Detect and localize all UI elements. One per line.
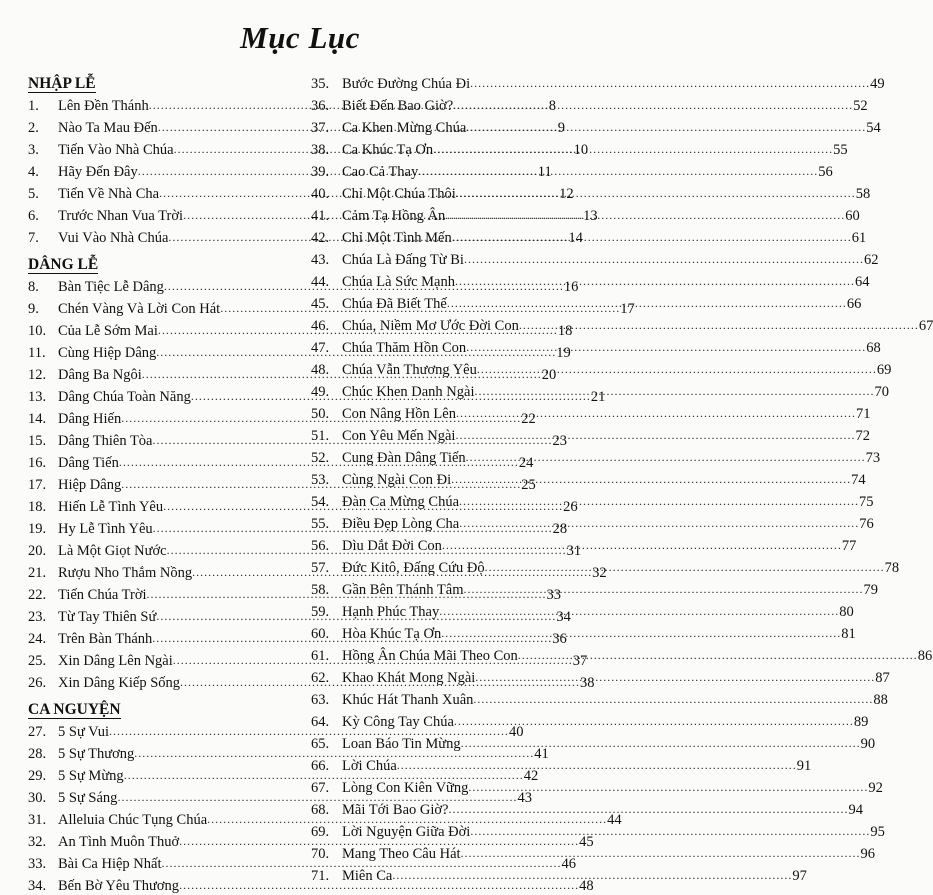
entry-title: Tiến Vào Nhà Chúa (58, 142, 174, 158)
entry-page-number: 94 (848, 802, 863, 818)
toc-entry (311, 181, 871, 203)
entry-title: Mãi Tới Bao Giờ? (342, 802, 449, 818)
entry-title: 5 Sự Thương (58, 746, 135, 762)
entry-number: 70. (311, 846, 330, 862)
entry-title: Miên Ca (342, 868, 393, 884)
dot-leader (456, 406, 856, 423)
entry-title: Hạnh Phúc Thay (342, 604, 440, 620)
entry-number: 35. (311, 76, 330, 92)
entry-page-number: 48 (579, 878, 594, 894)
dot-leader (464, 252, 864, 269)
entry-number: 71. (311, 868, 330, 884)
dot-leader (463, 582, 863, 599)
dot-leader (418, 164, 818, 181)
entry-page-number: 31 (566, 543, 582, 559)
entry-page-number: 90 (860, 736, 876, 752)
toc-entry (311, 797, 863, 819)
entry-page-number: 80 (839, 604, 854, 620)
dot-leader (475, 670, 875, 687)
entry-number: 22. (28, 587, 47, 603)
entry-number: 14. (28, 411, 47, 427)
entry-title: Chén Vàng Và Lời Con Hát (58, 301, 221, 317)
entry-number: 23. (28, 609, 47, 625)
entry-number: 25. (28, 653, 47, 669)
entry-page-number: 86 (917, 648, 933, 664)
entry-title: Loan Báo Tin Mừng (342, 736, 461, 752)
entry-number: 1. (28, 98, 39, 114)
entry-number: 36. (311, 98, 330, 114)
dot-leader (452, 230, 852, 247)
entry-number: 39. (311, 164, 330, 180)
entry-page-number: 14 (568, 230, 583, 246)
entry-title: Chúa Vẫn Thương Yêu (342, 362, 477, 378)
entry-page-number: 9 (557, 120, 566, 136)
entry-number: 6. (28, 208, 39, 224)
entry-page-number: 72 (855, 428, 870, 444)
entry-title: Bước Đường Chúa Đi (342, 76, 471, 92)
entry-page-number: 89 (853, 714, 869, 730)
entry-number: 62. (311, 670, 330, 686)
entry-title: Từ Tay Thiên Sứ (58, 609, 157, 625)
entry-page-number: 22 (521, 411, 536, 427)
dot-leader (455, 274, 855, 291)
entry-title: Chúa, Niềm Mơ Ước Đời Con (342, 318, 519, 334)
entry-number: 52. (311, 450, 330, 466)
toc-entry (311, 401, 871, 423)
toc-entry (311, 467, 866, 489)
entry-title: Hiệp Dâng (58, 477, 122, 493)
entry-title: Dâng Hiến (58, 411, 122, 427)
entry-page-number: 68 (866, 340, 881, 356)
toc-entry (311, 335, 881, 357)
toc-entry (311, 489, 874, 511)
entry-title: Bến Bờ Yêu Thương (58, 878, 180, 894)
entry-title: Tiến Về Nhà Cha (58, 186, 160, 202)
dot-leader (470, 76, 870, 93)
entry-title: Biết Đến Bao Giờ? (342, 98, 454, 114)
entry-page-number: 38 (580, 675, 595, 691)
dot-leader (468, 780, 868, 797)
entry-number: 17. (28, 477, 47, 493)
entry-number: 56. (311, 538, 330, 554)
entry-title: Dâng Thiên Tòa (58, 433, 153, 449)
entry-number: 45. (311, 296, 330, 312)
dot-leader (474, 384, 874, 401)
section-heading-label: CA NGUYỆN (28, 701, 121, 718)
entry-page-number: 32 (592, 565, 607, 581)
entry-title: Dâng Tiến (58, 455, 119, 471)
dot-leader (461, 846, 861, 863)
entry-page-number: 73 (865, 450, 881, 466)
entry-page-number: 69 (876, 362, 892, 378)
dot-leader (441, 626, 841, 643)
entry-page-number: 13 (583, 208, 598, 224)
entry-page-number: 71 (855, 406, 871, 422)
entry-number: 28. (28, 746, 47, 762)
toc-entry (311, 621, 856, 643)
entry-page-number: 41 (534, 746, 549, 762)
entry-page-number: 19 (556, 345, 571, 361)
dot-leader (433, 142, 833, 159)
entry-title: Gần Bên Thánh Tâm (342, 582, 464, 598)
entry-title: Lòng Con Kiên Vững (342, 780, 469, 796)
dot-leader (473, 692, 873, 709)
entry-title: Của Lễ Sớm Mai (58, 323, 158, 339)
entry-page-number: 79 (863, 582, 878, 598)
entry-title: Hiến Lễ Tình Yêu (58, 499, 164, 515)
entry-title: Đàn Ca Mừng Chúa (342, 494, 459, 510)
entry-title: Dâng Ba Ngôi (58, 367, 142, 383)
entry-number: 20. (28, 543, 47, 559)
entry-number: 15. (28, 433, 47, 449)
dot-leader (448, 802, 848, 819)
entry-page-number: 49 (870, 76, 885, 92)
entry-number: 41. (311, 208, 330, 224)
entry-number: 7. (28, 230, 39, 246)
entry-number: 33. (28, 856, 47, 872)
entry-page-number: 92 (868, 780, 883, 796)
entry-page-number: 11 (537, 164, 552, 180)
entry-title: Khao Khát Mong Ngài (342, 670, 476, 686)
entry-title: Cung Đàn Dâng Tiến (342, 450, 466, 466)
entry-title: Cùng Ngài Con Đi (342, 472, 452, 488)
entry-page-number: 77 (841, 538, 857, 554)
entry-number: 55. (311, 516, 330, 532)
entry-page-number: 70 (874, 384, 889, 400)
toc-entry (311, 115, 881, 137)
entry-page-number: 26 (563, 499, 578, 515)
section-heading-label: DÂNG LỄ (28, 256, 99, 273)
entry-number: 27. (28, 724, 47, 740)
entry-page-number: 76 (859, 516, 874, 532)
entry-number: 66. (311, 758, 330, 774)
dot-leader (454, 714, 854, 731)
entry-title: Chúa Là Đấng Từ Bi (342, 252, 464, 268)
section-heading (28, 692, 290, 719)
entry-title: Con Yêu Mến Ngài (342, 428, 456, 444)
entry-number: 63. (311, 692, 330, 708)
entry-number: 51. (311, 428, 330, 444)
entry-title: 5 Sự Mừng (58, 768, 124, 784)
entry-page-number: 25 (521, 477, 536, 493)
toc-entry (311, 357, 892, 379)
entry-title: Dâng Chúa Toàn Năng (58, 389, 191, 405)
entry-title: Chúa Là Sức Mạnh (342, 274, 455, 290)
dot-leader (442, 538, 842, 555)
entry-number: 21. (28, 565, 47, 581)
entry-title: Rượu Nho Thắm Nồng (58, 565, 193, 581)
entry-number: 9. (28, 301, 39, 317)
entry-number: 57. (311, 560, 330, 576)
entry-page-number: 96 (860, 846, 876, 862)
dot-leader (455, 428, 855, 445)
dot-leader (461, 736, 861, 753)
entry-page-number: 64 (854, 274, 870, 290)
entry-title: 5 Sự Sáng (58, 790, 118, 806)
entry-title: Hòa Khúc Tạ Ơn (342, 626, 442, 642)
entry-number: 49. (311, 384, 330, 400)
entry-number: 26. (28, 675, 47, 691)
entry-title: Chỉ Một Tình Mến (342, 230, 452, 246)
entry-page-number: 43 (517, 790, 532, 806)
entry-page-number: 61 (851, 230, 867, 246)
toc-entry (311, 775, 883, 797)
entry-number: 3. (28, 142, 39, 158)
entry-number: 11. (28, 345, 46, 361)
entry-number: 60. (311, 626, 330, 642)
entry-number: 5. (28, 186, 39, 202)
entry-title: Đức Kitô, Đấng Cứu Độ (342, 560, 485, 576)
entry-page-number: 37 (572, 653, 588, 669)
entry-title: Cao Cả Thay (342, 164, 419, 180)
toc-entry (311, 599, 854, 621)
entry-title: Cảm Tạ Hồng Ân (342, 208, 446, 224)
entry-page-number: 67 (918, 318, 933, 334)
entry-number: 46. (311, 318, 330, 334)
entry-page-number: 78 (884, 560, 900, 576)
entry-page-number: 34 (556, 609, 571, 625)
entry-number: 50. (311, 406, 330, 422)
entry-number: 34. (28, 878, 47, 894)
entry-title: Chúa Thăm Hồn Con (342, 340, 467, 356)
entry-number: 44. (311, 274, 330, 290)
toc-entry (311, 159, 833, 181)
entry-title: Hãy Đến Đây (58, 164, 138, 180)
entry-number: 61. (311, 648, 330, 664)
entry-page-number: 60 (845, 208, 860, 224)
entry-title: Chúc Khen Danh Ngài (342, 384, 475, 400)
entry-number: 24. (28, 631, 47, 647)
entry-number: 18. (28, 499, 47, 515)
entry-title: Nào Ta Mau Đến (58, 120, 158, 136)
entry-number: 43. (311, 252, 330, 268)
toc-entry (311, 511, 874, 533)
dot-leader (456, 186, 856, 203)
entry-page-number: 75 (859, 494, 874, 510)
entry-page-number: 56 (818, 164, 833, 180)
entry-page-number: 55 (833, 142, 848, 158)
toc-entry (311, 709, 869, 731)
entry-title: Chúa Đã Biết Thế (342, 296, 447, 312)
entry-number: 53. (311, 472, 330, 488)
entry-title: Alleluia Chúc Tụng Chúa (58, 812, 208, 828)
entry-number: 59. (311, 604, 330, 620)
entry-page-number: 66 (846, 296, 862, 312)
entry-title: Vui Vào Nhà Chúa (58, 230, 169, 246)
entry-page-number: 21 (590, 389, 606, 405)
section-heading (28, 247, 290, 274)
entry-page-number: 20 (541, 367, 557, 383)
entry-number: 31. (28, 812, 47, 828)
entry-number: 42. (311, 230, 330, 246)
entry-title: Hy Lễ Tình Yêu (58, 521, 153, 537)
entry-number: 13. (28, 389, 47, 405)
dot-leader (485, 560, 885, 577)
entry-page-number: 28 (552, 521, 568, 537)
toc-entry (311, 71, 885, 93)
toc-entry (311, 93, 868, 115)
entry-number: 37. (311, 120, 330, 136)
entry-number: 29. (28, 768, 47, 784)
entry-number: 68. (311, 802, 330, 818)
dot-leader (445, 208, 845, 225)
entry-page-number: 58 (855, 186, 871, 202)
dot-leader (392, 868, 792, 885)
entry-number: 69. (311, 824, 330, 840)
dot-leader (466, 340, 866, 357)
entry-page-number: 44 (607, 812, 622, 828)
entry-number: 54. (311, 494, 330, 510)
dot-leader (397, 758, 797, 775)
entry-number: 10. (28, 323, 47, 339)
entry-page-number: 18 (557, 323, 573, 339)
entry-title: Bàn Tiệc Lễ Dâng (58, 279, 164, 295)
entry-title: Chỉ Một Chúa Thôi (342, 186, 456, 202)
toc-entry (311, 577, 878, 599)
entry-title: Kỳ Công Tay Chúa (342, 714, 454, 730)
entry-title: Mang Theo Câu Hát (342, 846, 461, 862)
entry-page-number: 10 (573, 142, 589, 158)
entry-title: Hồng Ân Chúa Mãi Theo Con (342, 648, 518, 664)
entry-page-number: 62 (863, 252, 879, 268)
entry-number: 64. (311, 714, 330, 730)
entry-number: 58. (311, 582, 330, 598)
entry-number: 8. (28, 279, 39, 295)
entry-page-number: 40 (509, 724, 524, 740)
dot-leader (447, 296, 847, 313)
entry-page-number: 33 (546, 587, 562, 603)
entry-title: Xin Dâng Lên Ngài (58, 653, 173, 669)
dot-leader (466, 450, 866, 467)
entry-number: 67. (311, 780, 330, 796)
entry-title: 5 Sự Vui (58, 724, 110, 740)
section-heading-label: NHẬP LỄ (28, 75, 96, 92)
entry-page-number: 24 (518, 455, 534, 471)
entry-number: 38. (311, 142, 330, 158)
entry-page-number: 46 (561, 856, 576, 872)
entry-page-number: 91 (796, 758, 812, 774)
dot-leader (477, 362, 877, 379)
entry-title: An Tình Muôn Thuở (58, 834, 180, 850)
entry-title: Lời Nguyện Giữa Đời (342, 824, 471, 840)
entry-title: Lên Đền Thánh (58, 98, 149, 114)
entry-title: Điều Đẹp Lòng Cha (342, 516, 460, 532)
entry-page-number: 23 (552, 433, 567, 449)
entry-number: 4. (28, 164, 39, 180)
entry-page-number: 12 (559, 186, 574, 202)
dot-leader (453, 98, 853, 115)
entry-title: Cùng Hiệp Dâng (58, 345, 157, 361)
page-title: Mục Lục (240, 20, 360, 55)
dot-leader (470, 824, 870, 841)
entry-page-number: 45 (579, 834, 594, 850)
entry-title: Ca Khen Mừng Chúa (342, 120, 467, 136)
section-heading (28, 71, 290, 93)
toc-entry (311, 731, 876, 753)
toc-entry (311, 753, 812, 775)
toc-entry (311, 313, 933, 335)
entry-page-number: 87 (875, 670, 890, 686)
entry-page-number: 97 (792, 868, 807, 884)
entry-title: Trước Nhan Vua Trời (58, 208, 184, 224)
entry-title: Ca Khúc Tạ Ơn (342, 142, 434, 158)
entry-number: 12. (28, 367, 47, 383)
entry-number: 2. (28, 120, 39, 136)
entry-title: Bài Ca Hiệp Nhất (58, 856, 162, 872)
dot-leader (518, 648, 918, 665)
entry-page-number: 36 (552, 631, 567, 647)
entry-title: Con Nâng Hồn Lên (342, 406, 456, 422)
dot-leader (519, 318, 919, 335)
dot-leader (459, 494, 859, 511)
entry-title: Tiến Chúa Trời (58, 587, 147, 603)
entry-title: Là Một Giọt Nước (58, 543, 167, 559)
toc-entry (311, 247, 879, 269)
toc-entry (311, 687, 888, 709)
entry-page-number: 52 (853, 98, 868, 114)
entry-title: Xin Dâng Kiếp Sống (58, 675, 181, 691)
entry-number: 48. (311, 362, 330, 378)
entry-number: 16. (28, 455, 47, 471)
entry-page-number: 42 (523, 768, 539, 784)
entry-title: Trên Bàn Thánh (58, 631, 153, 647)
entry-page-number: 54 (866, 120, 881, 136)
dot-leader (466, 120, 866, 137)
entry-title: Dìu Dắt Đời Con (342, 538, 442, 554)
entry-title: Lời Chúa (342, 758, 397, 774)
entry-number: 30. (28, 790, 47, 806)
entry-number: 32. (28, 834, 47, 850)
entry-page-number: 8 (548, 98, 556, 114)
entry-page-number: 17 (620, 301, 635, 317)
dot-leader (451, 472, 851, 489)
entry-page-number: 88 (873, 692, 888, 708)
toc-entry (311, 445, 881, 467)
entry-title: Khúc Hát Thanh Xuân (342, 692, 474, 708)
toc-entry (311, 423, 870, 445)
entry-page-number: 81 (841, 626, 856, 642)
entry-page-number: 95 (870, 824, 885, 840)
entry-number: 40. (311, 186, 330, 202)
entry-number: 47. (311, 340, 330, 356)
dot-leader (459, 516, 859, 533)
entry-number: 19. (28, 521, 47, 537)
entry-page-number: 16 (563, 279, 579, 295)
dot-leader (439, 604, 839, 621)
entry-number: 65. (311, 736, 330, 752)
entry-page-number: 74 (851, 472, 866, 488)
